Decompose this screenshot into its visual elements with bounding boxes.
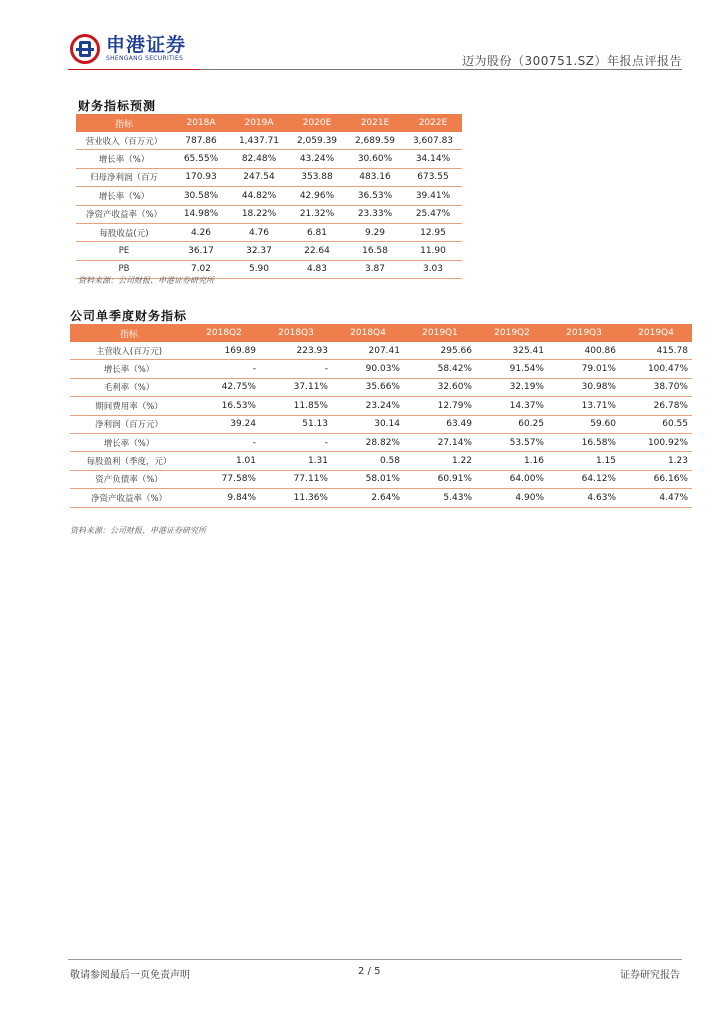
table-cell: - [188, 360, 260, 378]
table-cell: 58.01% [332, 470, 404, 488]
table-cell: 16.58% [548, 433, 620, 451]
row-label: 增长率（%） [76, 187, 172, 205]
table-cell: 7.02 [172, 260, 230, 278]
table-cell: 400.86 [548, 342, 620, 360]
table-cell: 6.81 [288, 223, 346, 241]
table-cell: 35.66% [332, 378, 404, 396]
table-cell: 82.48% [230, 150, 288, 168]
table-cell: 43.24% [288, 150, 346, 168]
quarterly-header-row [70, 324, 692, 342]
table-cell: 38.70% [620, 378, 692, 396]
table-cell: 1.22 [404, 452, 476, 470]
table-cell: 100.47% [620, 360, 692, 378]
table-cell: 11.36% [260, 489, 332, 507]
row-label: 归母净利润（百万 [76, 168, 172, 186]
table-cell: 32.60% [404, 378, 476, 396]
table-cell: 483.16 [346, 168, 404, 186]
quarterly-table [70, 324, 692, 508]
row-label: 增长率（%） [76, 150, 172, 168]
table-cell: 42.96% [288, 187, 346, 205]
table-cell: 65.55% [172, 150, 230, 168]
table-row [76, 223, 462, 241]
row-label: 资产负债率（%） [70, 470, 188, 488]
table-cell: 26.78% [620, 397, 692, 415]
table-row [70, 360, 692, 378]
table-cell: 44.82% [230, 187, 288, 205]
table-cell: 9.84% [188, 489, 260, 507]
company-logo [70, 34, 186, 64]
table-cell: 30.14 [332, 415, 404, 433]
table-cell: 14.37% [476, 397, 548, 415]
table-cell: 63.49 [404, 415, 476, 433]
table-cell: 58.42% [404, 360, 476, 378]
table-cell: 11.85% [260, 397, 332, 415]
table-cell: 325.41 [476, 342, 548, 360]
table-cell: 64.12% [548, 470, 620, 488]
table-cell: 223.93 [260, 342, 332, 360]
forecast-table [76, 114, 462, 279]
table-cell: 79.01% [548, 360, 620, 378]
row-label: 毛利率（%） [70, 378, 188, 396]
table-cell: 23.24% [332, 397, 404, 415]
table-cell: 12.79% [404, 397, 476, 415]
table-cell: 22.64 [288, 242, 346, 260]
table-cell: 207.41 [332, 342, 404, 360]
row-label: 净资产收益率（%） [76, 205, 172, 223]
table-cell: 28.82% [332, 433, 404, 451]
table-cell: 36.17 [172, 242, 230, 260]
table-cell: 23.33% [346, 205, 404, 223]
table-cell: 39.41% [404, 187, 462, 205]
table-cell: 1.16 [476, 452, 548, 470]
row-label: PE [76, 242, 172, 260]
table-row [76, 132, 462, 150]
page-number: 2 / 5 [358, 966, 381, 977]
table-row [70, 433, 692, 451]
table-cell: 25.47% [404, 205, 462, 223]
table-cell: 5.43% [404, 489, 476, 507]
table-row [76, 205, 462, 223]
table-cell: 9.29 [346, 223, 404, 241]
row-label: 主营收入(百万元) [70, 342, 188, 360]
report-title: 迈为股份（300751.SZ）年报点评报告 [462, 54, 682, 68]
table-cell: 64.00% [476, 470, 548, 488]
footer-disclaimer: 敬请参阅最后一页免责声明 [70, 970, 190, 981]
table-cell: 169.89 [188, 342, 260, 360]
table-cell: 4.26 [172, 223, 230, 241]
table-cell: 5.90 [230, 260, 288, 278]
column-header: 2018Q2 [188, 324, 260, 342]
table-cell: 673.55 [404, 168, 462, 186]
table-cell: 787.86 [172, 132, 230, 150]
table-row [76, 242, 462, 260]
table-cell: 3,607.83 [404, 132, 462, 150]
table-cell: 16.53% [188, 397, 260, 415]
header-divider-accent [68, 69, 200, 70]
header-divider [200, 69, 682, 70]
column-header: 2018Q4 [332, 324, 404, 342]
table-cell: 14.98% [172, 205, 230, 223]
table-cell: 4.90% [476, 489, 548, 507]
forecast-section-title: 财务指标预测 [78, 99, 157, 113]
column-header: 2019Q2 [476, 324, 548, 342]
logo-english-name: SHENGANG SECURITIES [106, 55, 184, 62]
row-label: 每股盈利（季度，元） [70, 452, 188, 470]
row-label: 增长率（%） [70, 433, 188, 451]
table-row [70, 489, 692, 507]
table-cell: - [260, 360, 332, 378]
table-cell: 36.53% [346, 187, 404, 205]
footer-doc-type: 证券研究报告 [620, 970, 680, 981]
table-cell: 91.54% [476, 360, 548, 378]
table-cell: 60.25 [476, 415, 548, 433]
table-cell: 53.57% [476, 433, 548, 451]
column-header: 2020E [288, 114, 346, 132]
table-cell: 170.93 [172, 168, 230, 186]
table-row [76, 150, 462, 168]
table-cell: 30.58% [172, 187, 230, 205]
table-cell: 12.95 [404, 223, 462, 241]
table-cell: 11.90 [404, 242, 462, 260]
column-header: 2022E [404, 114, 462, 132]
column-header: 2019Q4 [620, 324, 692, 342]
table-row [70, 470, 692, 488]
row-label: PB [76, 260, 172, 278]
column-header: 2019Q1 [404, 324, 476, 342]
row-label: 营业收入（百万元） [76, 132, 172, 150]
table-row [70, 378, 692, 396]
table-row [70, 415, 692, 433]
table-cell: 1.31 [260, 452, 332, 470]
quarterly-source-note: 资料来源：公司财报、申港证券研究所 [70, 526, 206, 535]
table-cell: 60.91% [404, 470, 476, 488]
footer-divider [68, 959, 682, 960]
forecast-header-row [76, 114, 462, 132]
table-row [76, 168, 462, 186]
column-header: 2018Q3 [260, 324, 332, 342]
table-cell: 4.63% [548, 489, 620, 507]
table-cell: 60.55 [620, 415, 692, 433]
table-cell: 66.16% [620, 470, 692, 488]
table-cell: 90.03% [332, 360, 404, 378]
table-cell: 32.37 [230, 242, 288, 260]
table-cell: 30.60% [346, 150, 404, 168]
table-cell: 21.32% [288, 205, 346, 223]
table-cell: 0.58 [332, 452, 404, 470]
table-cell: 2,059.39 [288, 132, 346, 150]
table-cell: 37.11% [260, 378, 332, 396]
table-row [70, 397, 692, 415]
table-cell: 3.87 [346, 260, 404, 278]
table-cell: 100.92% [620, 433, 692, 451]
table-cell: 13.71% [548, 397, 620, 415]
table-cell: 353.88 [288, 168, 346, 186]
table-cell: 32.19% [476, 378, 548, 396]
logo-chinese-name: 申港证券 [106, 34, 187, 56]
table-cell: - [188, 433, 260, 451]
table-cell: 1.01 [188, 452, 260, 470]
table-cell: 4.76 [230, 223, 288, 241]
table-cell: 295.66 [404, 342, 476, 360]
table-row [70, 452, 692, 470]
column-header: 2019A [230, 114, 288, 132]
table-cell: 42.75% [188, 378, 260, 396]
table-cell: 51.13 [260, 415, 332, 433]
row-label: 期间费用率（%） [70, 397, 188, 415]
table-cell: 30.98% [548, 378, 620, 396]
quarterly-section-title: 公司单季度财务指标 [70, 309, 188, 323]
column-header: 2021E [346, 114, 404, 132]
table-cell: 2.64% [332, 489, 404, 507]
table-cell: 247.54 [230, 168, 288, 186]
table-cell: 2,689.59 [346, 132, 404, 150]
table-row [70, 342, 692, 360]
table-cell: 59.60 [548, 415, 620, 433]
table-cell: 39.24 [188, 415, 260, 433]
row-label: 净资产收益率（%） [70, 489, 188, 507]
column-header: 指标 [70, 324, 188, 342]
table-cell: 77.58% [188, 470, 260, 488]
row-label: 增长率（%） [70, 360, 188, 378]
column-header: 2018A [172, 114, 230, 132]
row-label: 净利润（百万元） [70, 415, 188, 433]
table-cell: 3.03 [404, 260, 462, 278]
table-cell: 1.23 [620, 452, 692, 470]
table-cell: 4.47% [620, 489, 692, 507]
table-cell: 27.14% [404, 433, 476, 451]
table-cell: 1.15 [548, 452, 620, 470]
table-row [76, 187, 462, 205]
table-cell: 77.11% [260, 470, 332, 488]
table-cell: 4.83 [288, 260, 346, 278]
table-cell: 18.22% [230, 205, 288, 223]
column-header: 指标 [76, 114, 172, 132]
table-cell: - [260, 433, 332, 451]
row-label: 每股收益(元) [76, 223, 172, 241]
table-cell: 415.78 [620, 342, 692, 360]
forecast-source-note: 资料来源：公司财报、申港证券研究所 [78, 276, 214, 285]
table-cell: 16.58 [346, 242, 404, 260]
logo-emblem-icon [70, 34, 100, 64]
table-cell: 34.14% [404, 150, 462, 168]
table-cell: 1,437.71 [230, 132, 288, 150]
column-header: 2019Q3 [548, 324, 620, 342]
